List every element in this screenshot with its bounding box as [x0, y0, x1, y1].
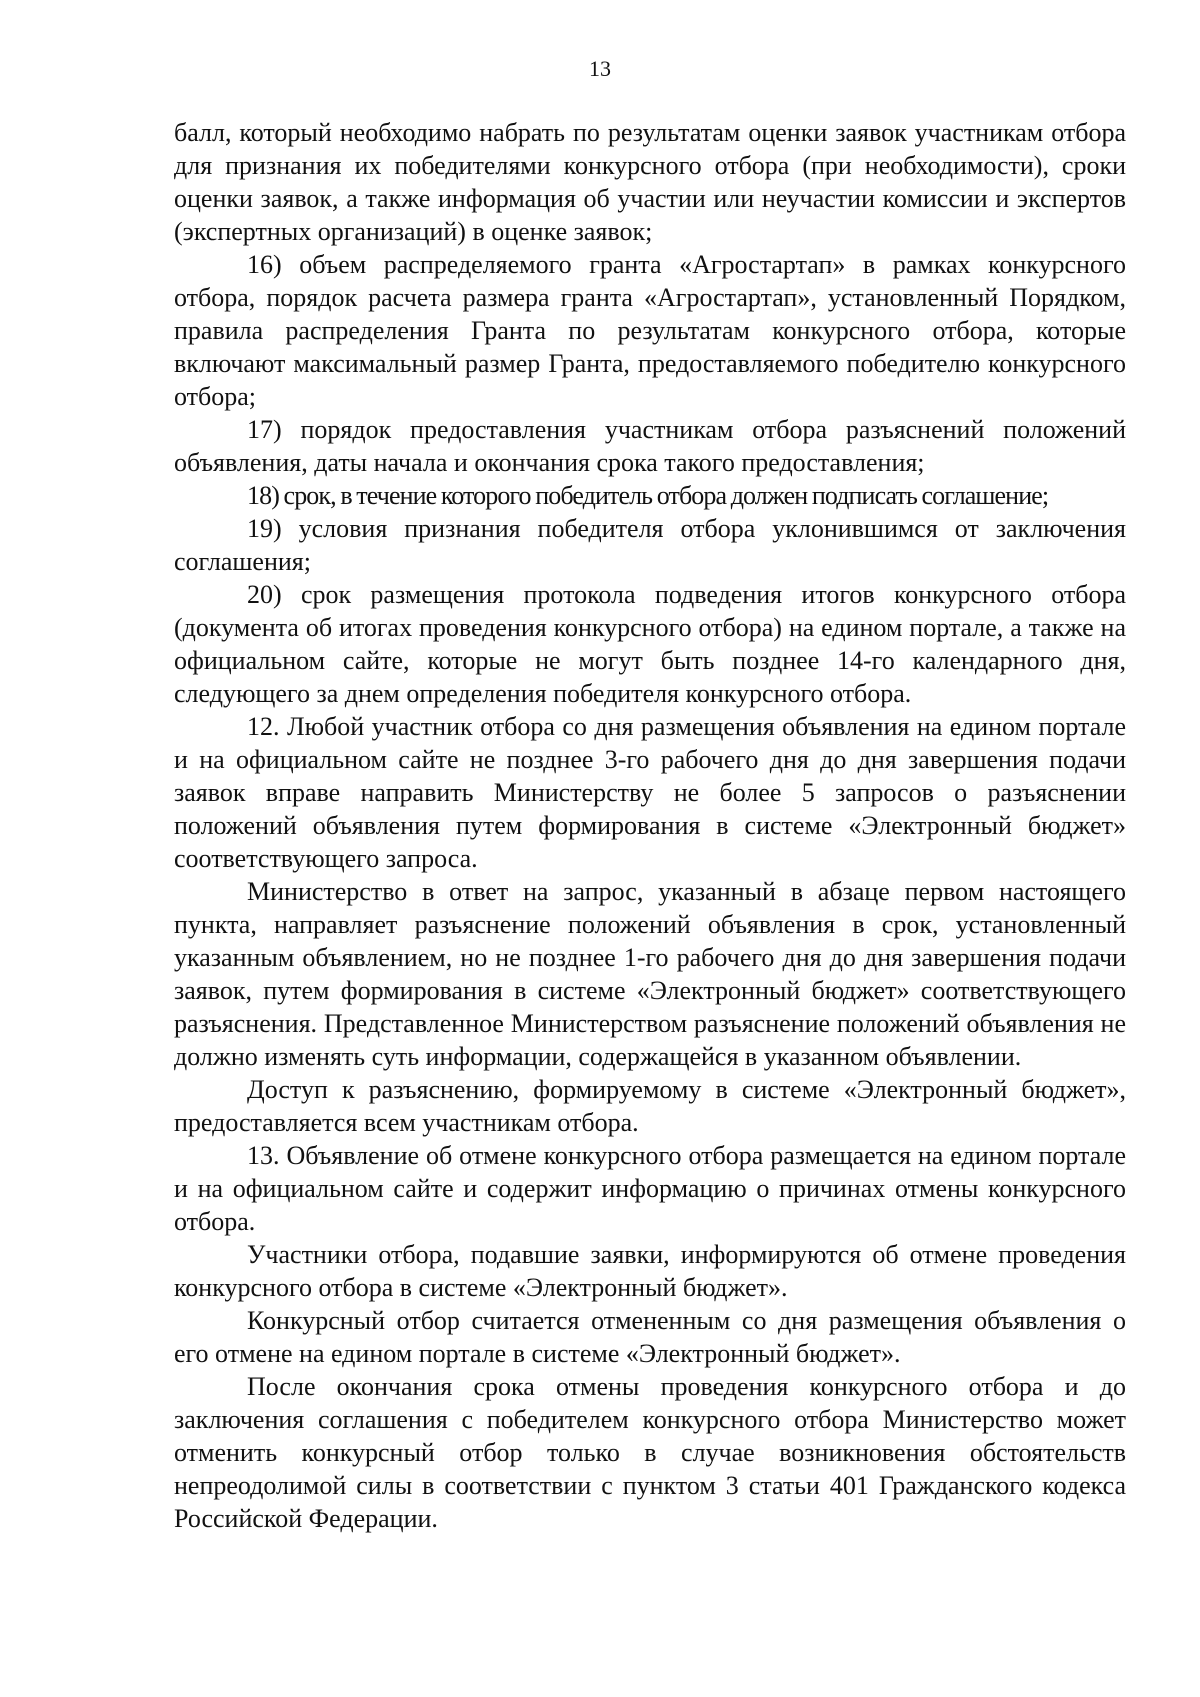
clause-13-paragraph-2: Участники отбора, подавшие заявки, информируются об отмене проведения конкурсного отбора в системе «Электронный бюджет».: [174, 1240, 1126, 1302]
list-item-20: 20) срок размещения протокола подведения итогов конкурсного отбора (документа об итогах проведения конкурсного отбора) на едином портале, а также на официальном сайте, которые не могут быть позднее 14-го календарного дня, следующего за днем определения победителя конкурсного отбора.: [174, 580, 1126, 708]
list-item-16: 16) объем распределяемого гранта «Агростартап» в рамках конкурсного отбора, порядок расчета размера гранта «Агростартап», установленный Порядком, правила распределения Гранта по результатам конкурсного отбора, которые включают максимальный размер Гранта, предоставляемого победителю конкурсного отбора;: [174, 250, 1126, 411]
list-item-19: 19) условия признания победителя отбора уклонившимся от заключения соглашения;: [174, 514, 1126, 576]
document-body: [174, 116, 1126, 1535]
clause-13: 13. Объявление об отмене конкурсного отбора размещается на едином портале и на официальном сайте и содержит информацию о причинах отмены конкурсного отбора.: [174, 1141, 1126, 1236]
paragraph-continuation: балл, который необходимо набрать по результатам оценки заявок участникам отбора для признания их победителями конкурсного отбора (при необходимости), сроки оценки заявок, а также информация об участии или неучастии комиссии и экспертов (экспертных организаций) в оценке заявок;: [174, 118, 1126, 246]
list-item-18: 18) срок, в течение которого победитель отбора должен подписать соглашение;: [247, 481, 1049, 510]
clause-12: 12. Любой участник отбора со дня размещения объявления на едином портале и на официальном сайте не позднее 3-го рабочего дня до дня завершения подачи заявок вправе направить Министерству не более 5 запросов о разъяснении положений объявления путем формирования в системе «Электронный бюджет» соответствующего запроса.: [174, 712, 1126, 873]
clause-13-paragraph-4: После окончания срока отмены проведения конкурсного отбора и до заключения соглашения с победителем конкурсного отбора Министерство может отменить конкурсный отбор только в случае возникновения обстоятельств непреодолимой силы в соответствии с пунктом 3 статьи 401 Гражданского кодекса Российской Федерации.: [174, 1372, 1126, 1533]
clause-13-paragraph-3: Конкурсный отбор считается отмененным со дня размещения объявления о его отмене на едином портале в системе «Электронный бюджет».: [174, 1306, 1126, 1368]
list-item-17: 17) порядок предоставления участникам отбора разъяснений положений объявления, даты начала и окончания срока такого предоставления;: [174, 415, 1126, 477]
clause-12-paragraph-3: Доступ к разъяснению, формируемому в системе «Электронный бюджет», предоставляется всем участникам отбора.: [174, 1075, 1126, 1137]
page-number: 13: [589, 56, 611, 81]
clause-12-paragraph-2: Министерство в ответ на запрос, указанный в абзаце первом настоящего пункта, направляет разъяснение положений объявления в срок, установленный указанным объявлением, но не позднее 1-го рабочего дня до дня завершения подачи заявок, путем формирования в системе «Электронный бюджет» соответствующего разъяснения. Представленное Министерством разъяснение положений объявления не должно изменять суть информации, содержащейся в указанном объявлении.: [174, 877, 1126, 1071]
